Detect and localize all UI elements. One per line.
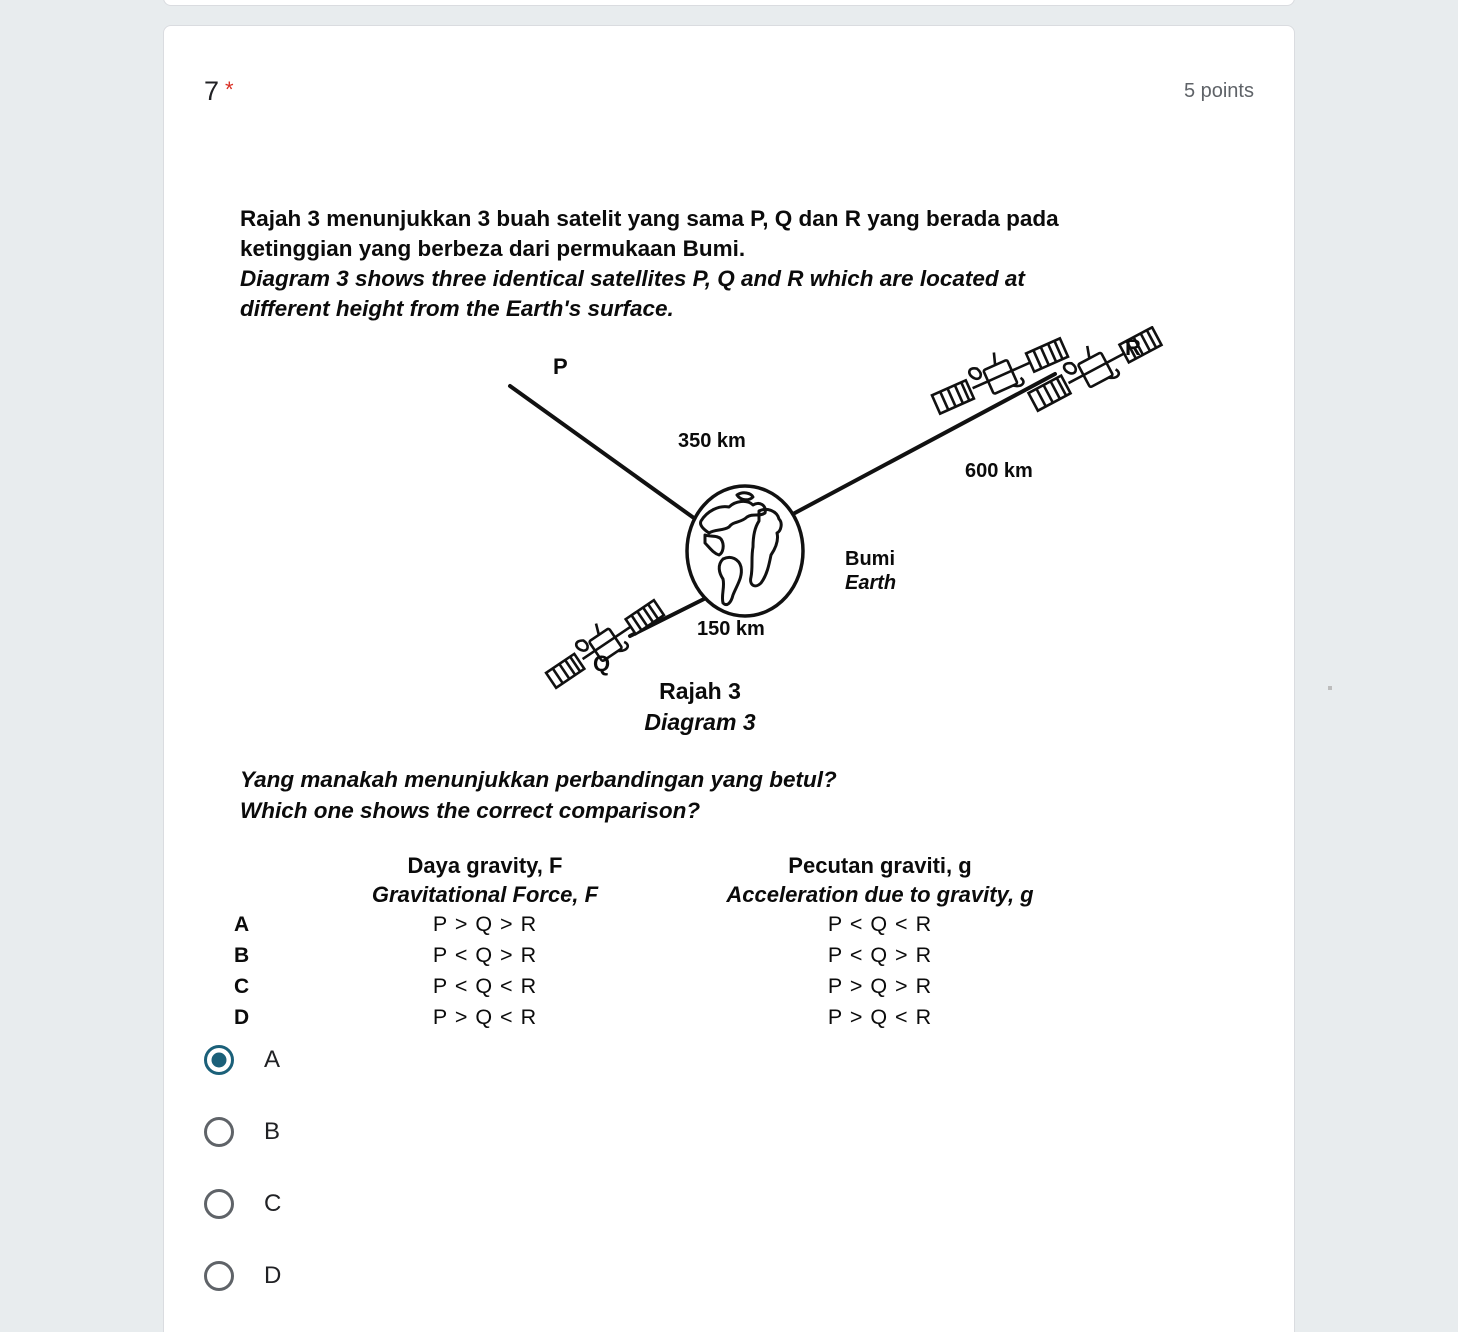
header-accel-ms: Pecutan graviti, g xyxy=(788,853,972,878)
stem-line-2: ketinggian yang berbeza dari permukaan Bumi. xyxy=(240,236,746,261)
option-row-c[interactable] xyxy=(204,1180,1204,1228)
row-accel-value: P > Q > R xyxy=(827,974,933,998)
earth-globe xyxy=(687,486,803,616)
row-force-value: P > Q > R xyxy=(432,912,538,936)
satellite-r xyxy=(1022,326,1165,417)
row-force-value: P < Q > R xyxy=(432,943,538,967)
diagram-caption xyxy=(200,676,1200,738)
scan-artifact xyxy=(1328,686,1332,690)
header-force-en: Gravitational Force, F xyxy=(371,882,599,907)
answer-options-group xyxy=(204,1036,1204,1324)
question-stem xyxy=(240,204,1140,324)
option-row-a[interactable] xyxy=(204,1036,1204,1084)
stem-line-3: Diagram 3 shows three identical satellites P, Q and R which are located at xyxy=(240,266,1025,291)
radio-option-b[interactable] xyxy=(204,1117,234,1147)
question-number-value: 7 xyxy=(204,76,220,106)
stem-line-1: Rajah 3 menunjukkan 3 buah satelit yang sama P, Q dan R yang berada pada xyxy=(240,206,1059,231)
answer-comparison-table xyxy=(220,851,1080,1033)
row-letter: B xyxy=(234,944,250,967)
earth-label-en: Earth xyxy=(845,572,897,594)
satellite-diagram xyxy=(200,326,1200,696)
header-force-ms: Daya gravity, F xyxy=(407,853,563,878)
row-accel-value: P < Q < R xyxy=(827,912,933,936)
radio-option-a[interactable] xyxy=(204,1045,234,1075)
line-earth-to-r xyxy=(778,374,1055,522)
prompt-line-ms: Yang manakah menunjukkan perbandingan yang betul? xyxy=(240,767,837,792)
radio-option-c[interactable] xyxy=(204,1189,234,1219)
header-accel-en: Acceleration due to gravity, g xyxy=(726,882,1034,907)
option-row-b[interactable] xyxy=(204,1108,1204,1156)
earth-label-ms: Bumi xyxy=(845,548,895,570)
option-label-a: A xyxy=(264,1046,281,1073)
satellite-label-q: Q xyxy=(593,651,611,676)
required-asterisk: * xyxy=(225,77,234,102)
question-scan-image xyxy=(200,176,1200,1046)
line-earth-to-p xyxy=(510,386,712,531)
option-label-d: D xyxy=(264,1262,282,1289)
stem-line-4: different height from the Earth's surface. xyxy=(240,296,674,321)
distance-label-q: 150 km xyxy=(697,618,765,640)
row-letter: D xyxy=(234,1006,250,1029)
question-prompt xyxy=(240,764,837,826)
radio-option-d[interactable] xyxy=(204,1261,234,1291)
points-label: 5 points xyxy=(1183,80,1254,102)
satellite-label-r: R xyxy=(1125,335,1141,360)
row-accel-value: P < Q > R xyxy=(827,943,933,967)
distance-label-r: 600 km xyxy=(965,460,1033,482)
row-accel-value: P > Q < R xyxy=(827,1005,933,1029)
question-card xyxy=(163,25,1295,1332)
table-row xyxy=(220,1002,1080,1033)
diagram-caption-ms: Rajah 3 xyxy=(659,678,741,704)
question-header xyxy=(164,73,1294,113)
distance-label-p: 350 km xyxy=(678,430,746,452)
table-header-row xyxy=(220,851,1080,909)
satellite-label-p: P xyxy=(553,354,568,379)
prompt-line-en: Which one shows the correct comparison? xyxy=(240,798,701,823)
option-row-d[interactable] xyxy=(204,1252,1204,1300)
header-force xyxy=(290,851,680,909)
table-row xyxy=(220,909,1080,940)
table-row xyxy=(220,940,1080,971)
table-row xyxy=(220,971,1080,1002)
row-force-value: P > Q < R xyxy=(432,1005,538,1029)
diagram-caption-en: Diagram 3 xyxy=(644,709,756,735)
previous-question-card xyxy=(163,0,1295,6)
row-letter: A xyxy=(234,913,250,936)
row-letter: C xyxy=(234,975,250,998)
question-number xyxy=(204,73,234,108)
header-accel xyxy=(680,851,1080,909)
header-spacer xyxy=(220,851,290,909)
row-force-value: P < Q < R xyxy=(432,974,538,998)
option-label-b: B xyxy=(264,1118,281,1145)
option-label-c: C xyxy=(264,1190,282,1217)
